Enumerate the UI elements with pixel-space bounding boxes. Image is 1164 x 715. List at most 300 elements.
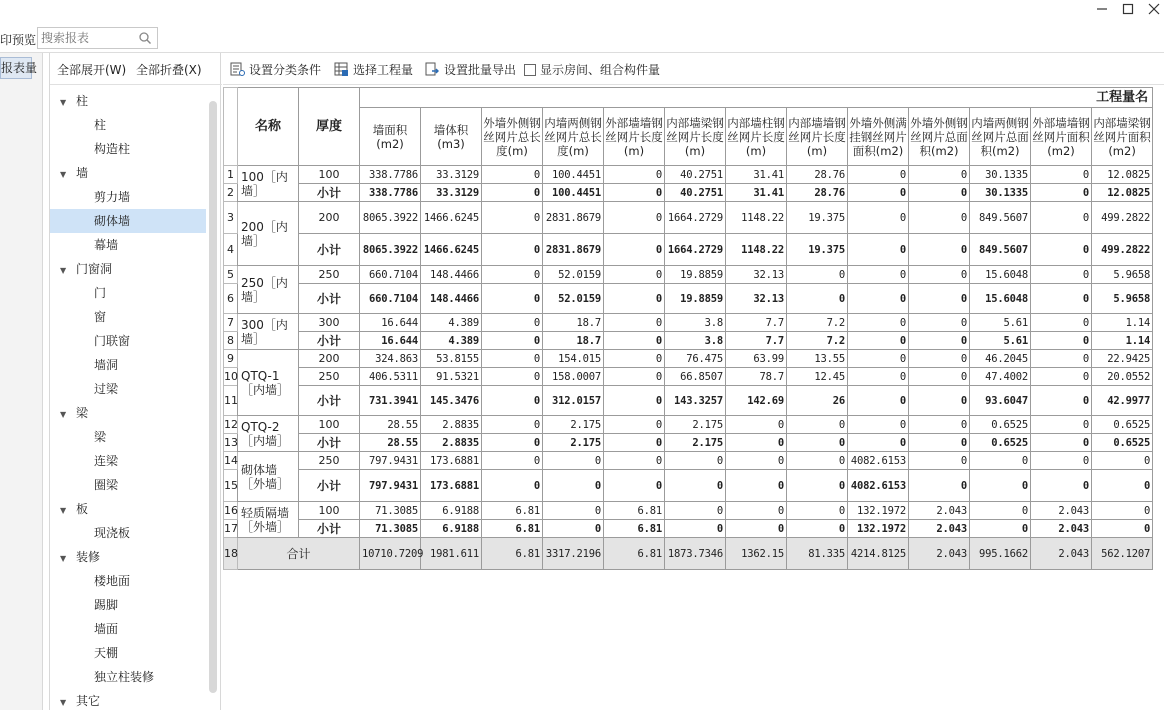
value-cell[interactable]: 0 xyxy=(726,520,787,538)
value-cell[interactable]: 42.9977 xyxy=(1092,386,1153,416)
name-cell[interactable]: 300［内墙］ xyxy=(238,314,299,350)
thickness-cell[interactable]: 100 xyxy=(299,416,360,434)
value-cell[interactable]: 0 xyxy=(726,452,787,470)
value-cell[interactable]: 2.8835 xyxy=(421,434,482,452)
value-cell[interactable]: 0 xyxy=(482,332,543,350)
thickness-cell[interactable]: 300 xyxy=(299,314,360,332)
value-cell[interactable]: 849.5607 xyxy=(970,234,1031,266)
value-cell[interactable]: 338.7786 xyxy=(360,184,421,202)
value-cell[interactable]: 0 xyxy=(726,416,787,434)
thickness-cell[interactable]: 200 xyxy=(299,350,360,368)
column-header[interactable]: 内部墙柱钢丝网片长度(m) xyxy=(726,108,787,166)
value-cell[interactable]: 2831.8679 xyxy=(543,234,604,266)
value-cell[interactable]: 2.043 xyxy=(1031,502,1092,520)
value-cell[interactable]: 0 xyxy=(909,266,970,284)
value-cell[interactable]: 5.9658 xyxy=(1092,266,1153,284)
value-cell[interactable]: 0 xyxy=(909,434,970,452)
value-cell[interactable]: 0 xyxy=(848,368,909,386)
thickness-cell[interactable]: 小计 xyxy=(299,386,360,416)
value-cell[interactable]: 0 xyxy=(482,202,543,234)
value-cell[interactable]: 0 xyxy=(970,452,1031,470)
value-cell[interactable]: 5.9658 xyxy=(1092,284,1153,314)
tree-category[interactable] xyxy=(50,497,210,521)
thickness-cell[interactable]: 小计 xyxy=(299,470,360,502)
tree-item[interactable]: 过梁 xyxy=(94,382,119,396)
tree-item[interactable]: 连梁 xyxy=(94,454,119,468)
total-row[interactable] xyxy=(224,538,1153,570)
value-cell[interactable]: 0 xyxy=(604,166,665,184)
value-cell[interactable]: 0 xyxy=(848,166,909,184)
value-cell[interactable]: 46.2045 xyxy=(970,350,1031,368)
value-cell[interactable]: 0.6525 xyxy=(970,434,1031,452)
value-cell[interactable]: 0 xyxy=(726,502,787,520)
value-cell[interactable]: 0.6525 xyxy=(1092,416,1153,434)
tree-item[interactable]: 楼地面 xyxy=(94,574,131,588)
value-cell[interactable]: 145.3476 xyxy=(421,386,482,416)
total-value-cell[interactable]: 81.335 xyxy=(787,538,848,570)
total-value-cell[interactable]: 995.1662 xyxy=(970,538,1031,570)
value-cell[interactable]: 0 xyxy=(909,368,970,386)
expand-arrow-icon[interactable]: ▼ xyxy=(60,98,67,107)
value-cell[interactable]: 499.2822 xyxy=(1092,202,1153,234)
table-row[interactable] xyxy=(224,452,1153,470)
value-cell[interactable]: 2.043 xyxy=(909,502,970,520)
value-cell[interactable]: 132.1972 xyxy=(848,520,909,538)
value-cell[interactable]: 18.7 xyxy=(543,332,604,350)
value-cell[interactable]: 0 xyxy=(909,202,970,234)
value-cell[interactable]: 797.9431 xyxy=(360,452,421,470)
maximize-icon[interactable] xyxy=(1118,2,1138,22)
thickness-cell[interactable]: 250 xyxy=(299,452,360,470)
value-cell[interactable]: 100.4451 xyxy=(543,166,604,184)
value-cell[interactable]: 63.99 xyxy=(726,350,787,368)
total-value-cell[interactable]: 10710.7209 xyxy=(360,538,421,570)
total-value-cell[interactable]: 1981.611 xyxy=(421,538,482,570)
value-cell[interactable]: 0 xyxy=(482,166,543,184)
value-cell[interactable]: 28.55 xyxy=(360,434,421,452)
value-cell[interactable]: 0 xyxy=(604,452,665,470)
expand-arrow-icon[interactable]: ▼ xyxy=(60,410,67,419)
value-cell[interactable]: 0 xyxy=(665,520,726,538)
value-cell[interactable]: 0.6525 xyxy=(1092,434,1153,452)
value-cell[interactable]: 0 xyxy=(1031,416,1092,434)
value-cell[interactable]: 0 xyxy=(543,452,604,470)
total-value-cell[interactable]: 562.1207 xyxy=(1092,538,1153,570)
column-header[interactable]: 墙面积(m2) xyxy=(360,108,421,166)
expand-all-button[interactable]: 全部展开(W) xyxy=(57,63,127,77)
search-box[interactable] xyxy=(37,27,158,49)
value-cell[interactable]: 7.7 xyxy=(726,314,787,332)
value-cell[interactable]: 0 xyxy=(1031,166,1092,184)
value-cell[interactable]: 0 xyxy=(909,234,970,266)
value-cell[interactable]: 0 xyxy=(848,314,909,332)
value-cell[interactable]: 0 xyxy=(604,368,665,386)
value-cell[interactable]: 0 xyxy=(848,332,909,350)
tree-item[interactable]: 幕墙 xyxy=(94,238,119,252)
value-cell[interactable]: 132.1972 xyxy=(848,502,909,520)
value-cell[interactable]: 0 xyxy=(787,266,848,284)
column-header[interactable]: 外墙外侧钢丝网片总长度(m) xyxy=(482,108,543,166)
value-cell[interactable]: 0 xyxy=(848,266,909,284)
value-cell[interactable]: 0 xyxy=(848,350,909,368)
value-cell[interactable]: 0 xyxy=(848,202,909,234)
tree-category[interactable] xyxy=(50,161,210,185)
value-cell[interactable]: 0 xyxy=(604,332,665,350)
value-cell[interactable]: 0 xyxy=(604,416,665,434)
table-row[interactable] xyxy=(224,386,1153,416)
table-row[interactable] xyxy=(224,502,1153,520)
value-cell[interactable]: 19.8859 xyxy=(665,284,726,314)
table-row[interactable] xyxy=(224,520,1153,538)
value-cell[interactable]: 0 xyxy=(970,470,1031,502)
value-cell[interactable]: 6.81 xyxy=(604,502,665,520)
value-cell[interactable]: 148.4466 xyxy=(421,266,482,284)
value-cell[interactable]: 731.3941 xyxy=(360,386,421,416)
print-preview-button[interactable]: 印预览 xyxy=(0,33,37,47)
value-cell[interactable]: 3.8 xyxy=(665,314,726,332)
value-cell[interactable]: 0 xyxy=(787,470,848,502)
value-cell[interactable]: 1664.2729 xyxy=(665,234,726,266)
value-cell[interactable]: 16.644 xyxy=(360,332,421,350)
value-cell[interactable]: 0 xyxy=(482,350,543,368)
value-cell[interactable]: 28.76 xyxy=(787,184,848,202)
table-row[interactable] xyxy=(224,416,1153,434)
value-cell[interactable]: 0 xyxy=(604,202,665,234)
column-header[interactable]: 内部墙墙钢丝网片长度(m) xyxy=(787,108,848,166)
tree-category[interactable] xyxy=(50,89,210,113)
value-cell[interactable]: 1.14 xyxy=(1092,332,1153,350)
value-cell[interactable]: 0 xyxy=(787,502,848,520)
value-cell[interactable]: 2.175 xyxy=(665,434,726,452)
value-cell[interactable]: 0 xyxy=(1031,332,1092,350)
value-cell[interactable]: 8065.3922 xyxy=(360,202,421,234)
value-cell[interactable]: 40.2751 xyxy=(665,166,726,184)
value-cell[interactable]: 0 xyxy=(970,520,1031,538)
value-cell[interactable]: 0 xyxy=(482,452,543,470)
column-header[interactable]: 墙体积(m3) xyxy=(421,108,482,166)
value-cell[interactable]: 12.0825 xyxy=(1092,184,1153,202)
value-cell[interactable]: 0 xyxy=(1031,184,1092,202)
expand-arrow-icon[interactable]: ▼ xyxy=(60,506,67,515)
column-header[interactable]: 外墙外侧钢丝网片总面积(m2) xyxy=(909,108,970,166)
value-cell[interactable]: 47.4002 xyxy=(970,368,1031,386)
value-cell[interactable]: 849.5607 xyxy=(970,202,1031,234)
value-cell[interactable]: 0 xyxy=(848,184,909,202)
table-row[interactable] xyxy=(224,470,1153,502)
value-cell[interactable]: 0.6525 xyxy=(970,416,1031,434)
table-row[interactable] xyxy=(224,350,1153,368)
value-cell[interactable]: 6.9188 xyxy=(421,520,482,538)
value-cell[interactable]: 338.7786 xyxy=(360,166,421,184)
value-cell[interactable]: 32.13 xyxy=(726,266,787,284)
value-cell[interactable]: 0 xyxy=(482,234,543,266)
tree-item[interactable]: 独立柱装修 xyxy=(94,670,155,684)
total-value-cell[interactable]: 2.043 xyxy=(1031,538,1092,570)
value-cell[interactable]: 0 xyxy=(1031,386,1092,416)
table-row[interactable] xyxy=(224,266,1153,284)
table-row[interactable] xyxy=(224,202,1153,234)
value-cell[interactable]: 0 xyxy=(1092,470,1153,502)
value-cell[interactable]: 28.55 xyxy=(360,416,421,434)
value-cell[interactable]: 8065.3922 xyxy=(360,234,421,266)
value-cell[interactable]: 52.0159 xyxy=(543,266,604,284)
value-cell[interactable]: 19.375 xyxy=(787,234,848,266)
value-cell[interactable]: 0 xyxy=(604,234,665,266)
value-cell[interactable]: 2.043 xyxy=(909,520,970,538)
value-cell[interactable]: 0 xyxy=(848,386,909,416)
value-cell[interactable]: 66.8507 xyxy=(665,368,726,386)
value-cell[interactable]: 0 xyxy=(909,416,970,434)
value-cell[interactable]: 0 xyxy=(482,434,543,452)
value-cell[interactable]: 91.5321 xyxy=(421,368,482,386)
value-cell[interactable]: 0 xyxy=(604,314,665,332)
value-cell[interactable]: 78.7 xyxy=(726,368,787,386)
value-cell[interactable]: 173.6881 xyxy=(421,470,482,502)
value-cell[interactable]: 33.3129 xyxy=(421,166,482,184)
value-cell[interactable]: 0 xyxy=(482,416,543,434)
value-cell[interactable]: 2.8835 xyxy=(421,416,482,434)
tree-item[interactable]: 现浇板 xyxy=(94,526,131,540)
value-cell[interactable]: 0 xyxy=(787,416,848,434)
tree-item[interactable]: 剪力墙 xyxy=(94,190,131,204)
value-cell[interactable]: 0 xyxy=(604,284,665,314)
minimize-icon[interactable] xyxy=(1092,2,1112,22)
tree-item[interactable]: 门 xyxy=(94,286,107,300)
expand-arrow-icon[interactable]: ▼ xyxy=(60,266,67,275)
column-header[interactable]: 外部墙墙钢丝网片面积(m2) xyxy=(1031,108,1092,166)
value-cell[interactable]: 7.7 xyxy=(726,332,787,350)
name-cell[interactable]: 250［内墙］ xyxy=(238,266,299,314)
thickness-cell[interactable]: 小计 xyxy=(299,332,360,350)
total-value-cell[interactable]: 4214.8125 xyxy=(848,538,909,570)
column-header[interactable]: 内墙两侧钢丝网片总面积(m2) xyxy=(970,108,1031,166)
value-cell[interactable]: 0 xyxy=(909,166,970,184)
value-cell[interactable]: 0 xyxy=(726,434,787,452)
tree-scrollbar[interactable] xyxy=(209,101,217,693)
value-cell[interactable]: 0 xyxy=(482,314,543,332)
value-cell[interactable]: 4.389 xyxy=(421,314,482,332)
batch-export-button[interactable]: 设置批量导出 xyxy=(425,61,516,78)
column-header-name[interactable]: 名称 xyxy=(238,88,299,166)
value-cell[interactable]: 173.6881 xyxy=(421,452,482,470)
value-cell[interactable]: 660.7104 xyxy=(360,284,421,314)
value-cell[interactable]: 3.8 xyxy=(665,332,726,350)
value-cell[interactable]: 12.0825 xyxy=(1092,166,1153,184)
value-cell[interactable]: 0 xyxy=(482,470,543,502)
expand-arrow-icon[interactable]: ▼ xyxy=(60,170,67,179)
value-cell[interactable]: 26 xyxy=(787,386,848,416)
value-cell[interactable]: 4.389 xyxy=(421,332,482,350)
total-value-cell[interactable]: 1362.15 xyxy=(726,538,787,570)
tree-item[interactable]: 柱 xyxy=(94,118,107,132)
table-row[interactable] xyxy=(224,166,1153,184)
value-cell[interactable]: 0 xyxy=(1031,284,1092,314)
value-cell[interactable]: 0 xyxy=(1092,520,1153,538)
thickness-cell[interactable]: 100 xyxy=(299,166,360,184)
value-cell[interactable]: 18.7 xyxy=(543,314,604,332)
value-cell[interactable]: 7.2 xyxy=(787,314,848,332)
value-cell[interactable]: 19.8859 xyxy=(665,266,726,284)
value-cell[interactable]: 31.41 xyxy=(726,184,787,202)
value-cell[interactable]: 15.6048 xyxy=(970,284,1031,314)
column-header[interactable]: 外墙外侧满挂钢丝网片面积(m2) xyxy=(848,108,909,166)
value-cell[interactable]: 0 xyxy=(482,184,543,202)
name-cell[interactable]: QTQ-1［内墙］ xyxy=(238,350,299,416)
value-cell[interactable]: 406.5311 xyxy=(360,368,421,386)
value-cell[interactable]: 797.9431 xyxy=(360,470,421,502)
value-cell[interactable]: 53.8155 xyxy=(421,350,482,368)
table-row[interactable] xyxy=(224,284,1153,314)
value-cell[interactable]: 0 xyxy=(482,386,543,416)
column-header[interactable]: 内墙两侧钢丝网片总长度(m) xyxy=(543,108,604,166)
value-cell[interactable]: 0 xyxy=(665,502,726,520)
value-cell[interactable]: 0 xyxy=(787,452,848,470)
value-cell[interactable]: 1466.6245 xyxy=(421,234,482,266)
collapse-all-button[interactable]: 全部折叠(X) xyxy=(136,63,202,77)
value-cell[interactable]: 5.61 xyxy=(970,332,1031,350)
set-category-button[interactable]: 设置分类条件 xyxy=(230,61,321,78)
value-cell[interactable]: 0 xyxy=(1031,470,1092,502)
value-cell[interactable]: 0 xyxy=(1031,234,1092,266)
value-cell[interactable]: 154.015 xyxy=(543,350,604,368)
value-cell[interactable]: 0 xyxy=(1092,452,1153,470)
thickness-cell[interactable]: 小计 xyxy=(299,434,360,452)
value-cell[interactable]: 0 xyxy=(482,284,543,314)
value-cell[interactable]: 0 xyxy=(848,416,909,434)
value-cell[interactable]: 0 xyxy=(482,266,543,284)
value-cell[interactable]: 12.45 xyxy=(787,368,848,386)
name-cell[interactable]: QTQ-2［内墙］ xyxy=(238,416,299,452)
value-cell[interactable]: 0 xyxy=(909,184,970,202)
value-cell[interactable]: 148.4466 xyxy=(421,284,482,314)
value-cell[interactable]: 499.2822 xyxy=(1092,234,1153,266)
value-cell[interactable]: 28.76 xyxy=(787,166,848,184)
value-cell[interactable]: 4082.6153 xyxy=(848,470,909,502)
value-cell[interactable]: 20.0552 xyxy=(1092,368,1153,386)
table-row[interactable] xyxy=(224,184,1153,202)
value-cell[interactable]: 0 xyxy=(909,332,970,350)
value-cell[interactable]: 93.6047 xyxy=(970,386,1031,416)
value-cell[interactable]: 32.13 xyxy=(726,284,787,314)
value-cell[interactable]: 0 xyxy=(909,470,970,502)
value-cell[interactable]: 6.81 xyxy=(482,520,543,538)
table-row[interactable] xyxy=(224,368,1153,386)
value-cell[interactable]: 0 xyxy=(970,502,1031,520)
name-cell[interactable]: 100［内墙］ xyxy=(238,166,299,202)
show-rooms-checkbox[interactable]: 显示房间、组合构件量 xyxy=(524,61,660,78)
value-cell[interactable]: 0 xyxy=(848,234,909,266)
name-cell[interactable]: 砌体墙［外墙］ xyxy=(238,452,299,502)
value-cell[interactable]: 1148.22 xyxy=(726,234,787,266)
value-cell[interactable]: 6.9188 xyxy=(421,502,482,520)
tree-item[interactable]: 构造柱 xyxy=(94,142,131,156)
tree-category[interactable] xyxy=(50,689,210,713)
value-cell[interactable]: 2.175 xyxy=(543,416,604,434)
value-cell[interactable]: 0 xyxy=(1031,452,1092,470)
value-cell[interactable]: 15.6048 xyxy=(970,266,1031,284)
value-cell[interactable]: 31.41 xyxy=(726,166,787,184)
tree-item[interactable]: 踢脚 xyxy=(94,598,119,612)
tree-item[interactable]: 圈梁 xyxy=(94,478,119,492)
value-cell[interactable]: 660.7104 xyxy=(360,266,421,284)
table-row[interactable] xyxy=(224,314,1153,332)
total-value-cell[interactable]: 6.81 xyxy=(604,538,665,570)
report-qty-tab[interactable]: 报表量 xyxy=(0,57,32,79)
value-cell[interactable]: 2.043 xyxy=(1031,520,1092,538)
name-cell[interactable]: 轻质隔墙［外墙］ xyxy=(238,502,299,538)
value-cell[interactable]: 16.644 xyxy=(360,314,421,332)
value-cell[interactable]: 142.69 xyxy=(726,386,787,416)
value-cell[interactable]: 0 xyxy=(543,502,604,520)
value-cell[interactable]: 40.2751 xyxy=(665,184,726,202)
value-cell[interactable]: 0 xyxy=(543,520,604,538)
thickness-cell[interactable]: 小计 xyxy=(299,184,360,202)
search-input[interactable] xyxy=(41,28,136,48)
value-cell[interactable]: 1466.6245 xyxy=(421,202,482,234)
value-cell[interactable]: 0 xyxy=(604,434,665,452)
value-cell[interactable]: 0 xyxy=(848,434,909,452)
thickness-cell[interactable]: 小计 xyxy=(299,284,360,314)
value-cell[interactable]: 0 xyxy=(909,386,970,416)
value-cell[interactable]: 0 xyxy=(848,284,909,314)
value-cell[interactable]: 5.61 xyxy=(970,314,1031,332)
value-cell[interactable]: 0 xyxy=(1031,314,1092,332)
tree-category[interactable] xyxy=(50,257,210,281)
tree-item[interactable]: 砌体墙 xyxy=(50,209,206,233)
value-cell[interactable]: 324.863 xyxy=(360,350,421,368)
total-value-cell[interactable]: 3317.2196 xyxy=(543,538,604,570)
value-cell[interactable]: 0 xyxy=(787,434,848,452)
value-cell[interactable]: 30.1335 xyxy=(970,166,1031,184)
value-cell[interactable]: 0 xyxy=(909,452,970,470)
value-cell[interactable]: 33.3129 xyxy=(421,184,482,202)
value-cell[interactable]: 312.0157 xyxy=(543,386,604,416)
value-cell[interactable]: 2.175 xyxy=(543,434,604,452)
search-icon[interactable] xyxy=(138,31,152,45)
value-cell[interactable]: 76.475 xyxy=(665,350,726,368)
value-cell[interactable]: 0 xyxy=(1031,202,1092,234)
value-cell[interactable]: 0 xyxy=(482,368,543,386)
value-cell[interactable]: 19.375 xyxy=(787,202,848,234)
total-value-cell[interactable]: 1873.7346 xyxy=(665,538,726,570)
column-header-thickness[interactable]: 厚度 xyxy=(299,88,360,166)
value-cell[interactable]: 2831.8679 xyxy=(543,202,604,234)
thickness-cell[interactable]: 100 xyxy=(299,502,360,520)
value-cell[interactable]: 0 xyxy=(1031,350,1092,368)
value-cell[interactable]: 0 xyxy=(909,350,970,368)
value-cell[interactable]: 13.55 xyxy=(787,350,848,368)
value-cell[interactable]: 6.81 xyxy=(604,520,665,538)
value-cell[interactable]: 6.81 xyxy=(482,502,543,520)
tree-item[interactable]: 天棚 xyxy=(94,646,119,660)
tree-category[interactable] xyxy=(50,545,210,569)
value-cell[interactable]: 1664.2729 xyxy=(665,202,726,234)
total-value-cell[interactable]: 6.81 xyxy=(482,538,543,570)
thickness-cell[interactable]: 250 xyxy=(299,368,360,386)
value-cell[interactable]: 4082.6153 xyxy=(848,452,909,470)
value-cell[interactable]: 158.0007 xyxy=(543,368,604,386)
thickness-cell[interactable]: 200 xyxy=(299,202,360,234)
value-cell[interactable]: 0 xyxy=(787,520,848,538)
value-cell[interactable]: 0 xyxy=(726,470,787,502)
value-cell[interactable]: 0 xyxy=(909,314,970,332)
value-cell[interactable]: 0 xyxy=(665,452,726,470)
value-cell[interactable]: 1148.22 xyxy=(726,202,787,234)
table-row[interactable] xyxy=(224,434,1153,452)
value-cell[interactable]: 0 xyxy=(604,266,665,284)
column-header[interactable]: 外部墙墙钢丝网片长度(m) xyxy=(604,108,665,166)
value-cell[interactable]: 0 xyxy=(1031,434,1092,452)
